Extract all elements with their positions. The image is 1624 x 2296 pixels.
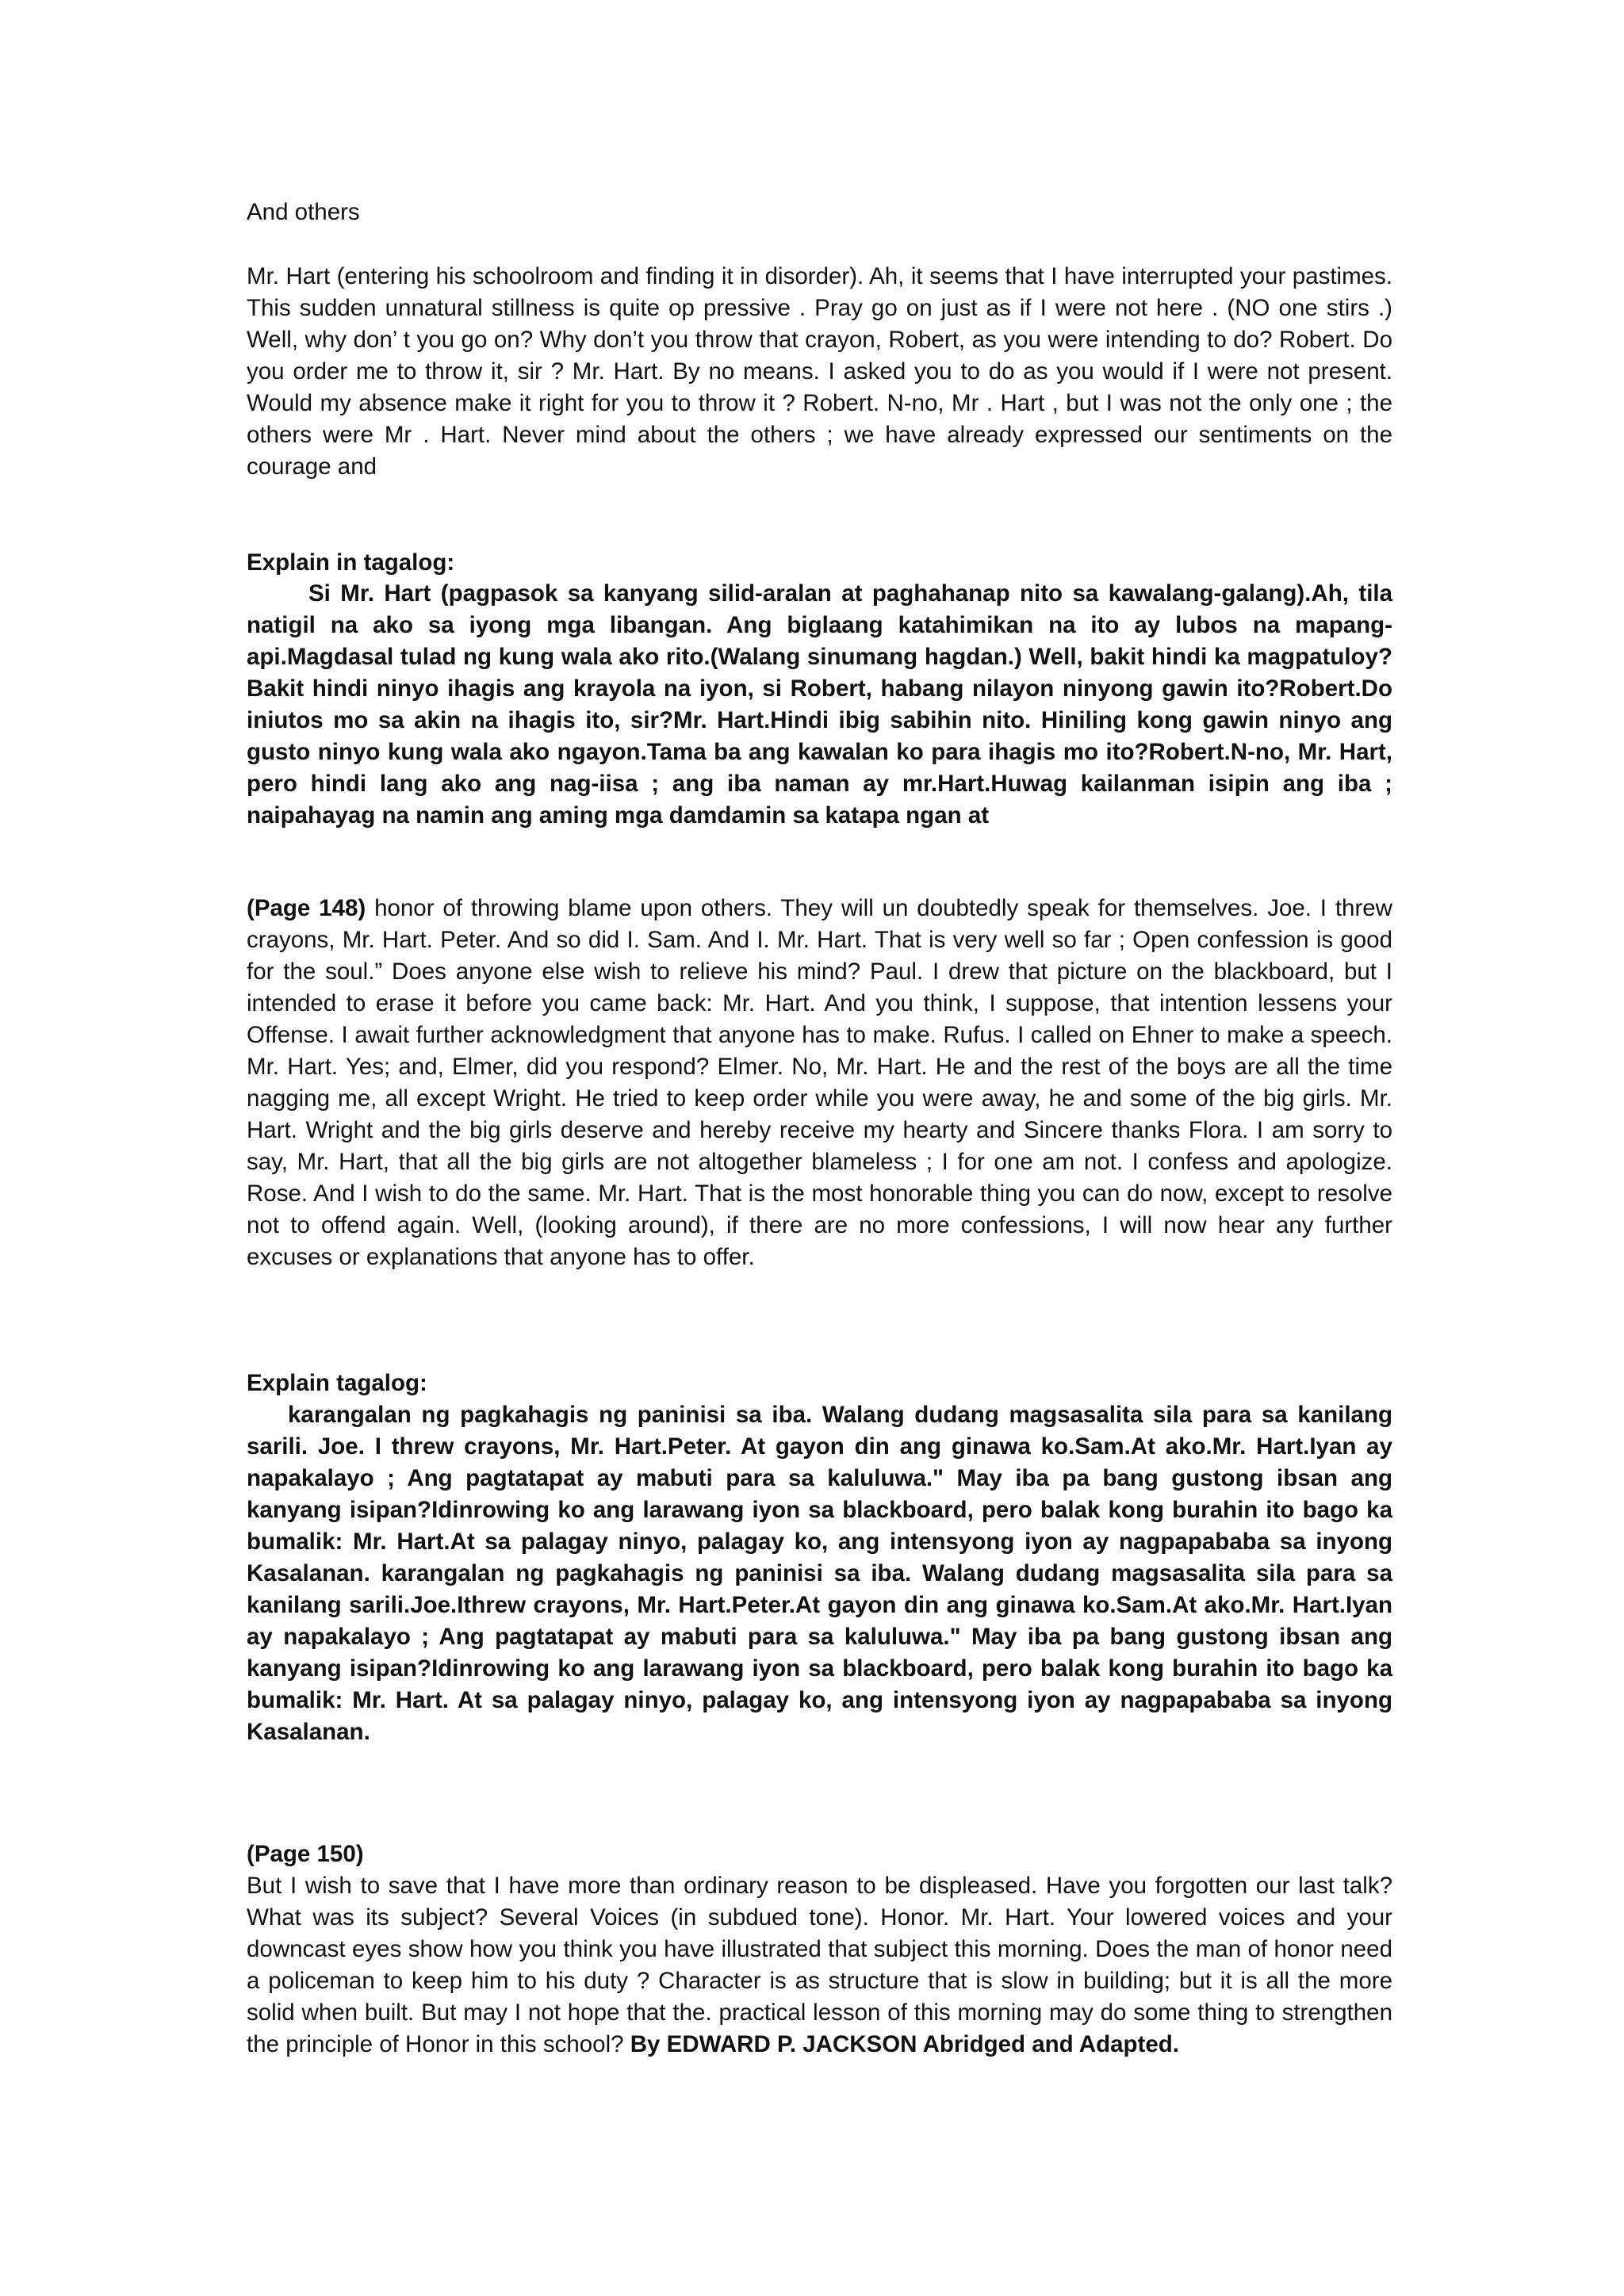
explain-heading-1: Explain in tagalog:: [247, 549, 455, 576]
dialogue-paragraph-2: [247, 893, 1392, 1273]
dialogue-paragraph-2-text: honor of throwing blame upon others. They will un doubtedly speak for themselves. Joe. I threw crayons, Mr. Hart. Peter. And so did I. Sam. And I. Mr. Hart. That is very well so far ; Open confession is good for the soul.” Does anyone else wish to relieve his mind? Paul. I drew that picture on the blackboard, but I intended to erase it before you came back: Mr. Hart. And you think, I suppose, that intention lessens your Offense. I await further acknowledgment that anyone has to make. Rufus. I called on Ehner to make a speech. Mr. Hart. Yes; and, Elmer, did you respond? Elmer. No, Mr. Hart. He and the rest of the boys are all the time nagging me, all except Wright. He tried to keep order while you were away, he and some of the big girls. Mr. Hart. Wright and the big girls deserve and hereby receive my hearty and Sincere thanks Flora. I am sorry to say, Mr. Hart, that all the big girls are not altogether blameless ; I for one am not. I confess and apologize. Rose. And I wish to do the same. Mr. Hart. That is the most honorable thing you can do now, except to resolve not to offend again. Well, (looking around), if there are no more confessions, I will now hear any further excuses or explanations that anyone has to offer.: [247, 895, 1392, 1270]
intro-heading: And others: [247, 199, 360, 225]
dialogue-paragraph-3: [247, 1870, 1392, 2061]
document-page: [247, 0, 1392, 2296]
tagalog-explanation-2: karangalan ng pagkahagis ng paninisi sa iba. Walang dudang magsasalita sila para sa kanilang sarili. Joe. I threw crayons, Mr. Hart.Peter. At gayon din ang ginawa ko.Sam.At ako.Mr. Hart.Iyan ay napakalayo ; Ang pagtatapat ay mabuti para sa kaluluwa." May iba pa bang gustong ibsan ang kanyang isipan?Idinrowing ko ang larawang iyon sa blackboard, pero balak kong burahin ito bago ka bumalik: Mr. Hart.At sa palagay ninyo, palagay ko, ang intensyong iyon ay nagpapababa sa inyong Kasalanan. karangalan ng pagkahagis ng paninisi sa iba. Walang dudang magsasalita sila para sa kanilang sarili.Joe.Ithrew crayons, Mr. Hart.Peter.At gayon din ang ginawa ko.Sam.At ako.Mr. Hart.Iyan ay napakalayo ; Ang pagtatapat ay mabuti para sa kaluluwa." May iba pa bang gustong ibsan ang kanyang isipan?Idinrowing ko ang larawang iyon sa blackboard, pero balak kong burahin ito bago ka bumalik: Mr. Hart. At sa palagay ninyo, palagay ko, ang intensyong iyon ay nagpapababa sa inyong Kasalanan.: [247, 1402, 1392, 1745]
dialogue-paragraph-1: Mr. Hart (entering his schoolroom and finding it in disorder). Ah, it seems that I have interrupted your pastimes. This sudden unnatural stillness is quite op pressive . Pray go on just as if I were not here . (NO one stirs .) Well, why don’ t you go on? Why don’t you throw that crayon, Robert, as you were intending to do? Robert. Do you order me to throw it, sir ? Mr. Hart. By no means. I asked you to do as you would if I were not present. Would my absence make it right for you to throw it ? Robert. N-no, Mr . Hart , but I was not the only one ; the others were Mr . Hart. Never mind about the others ; we have already expressed our sentiments on the courage and: [247, 263, 1392, 480]
explain-heading-2: Explain tagalog:: [247, 1370, 427, 1396]
dialogue-paragraph-3-text: But I wish to save that I have more than ordinary reason to be displeased. Have you forgotten our last talk? What was its subject? Several Voices (in subdued tone). Honor. Mr. Hart. Your lowered voices and your downcast eyes show how you think you have illustrated that subject this morning. Does the man of honor need a policeman to keep him to his duty ? Character is as structure that is slow in building; but it is all the more solid when built. But may I not hope that the. practical lesson of this morning may do some thing to strengthen the principle of Honor in this school?: [247, 1873, 1392, 2057]
page-label-150: (Page 150): [247, 1841, 364, 1867]
byline: By EDWARD P. JACKSON Abridged and Adapted.: [630, 2031, 1179, 2057]
page-label-148: (Page 148): [247, 895, 366, 921]
tagalog-explanation-1: Si Mr. Hart (pagpasok sa kanyang silid-aralan at paghahanap nito sa kawalang-galang).Ah, tila natigil na ako sa iyong mga libangan. Ang biglaang katahimikan na ito ay lubos na mapang-api.Magdasal tulad ng kung wala ako rito.(Walang sinumang hagdan.) Well, bakit hindi ka magpatuloy?Bakit hindi ninyo ihagis ang krayola na iyon, si Robert, habang nilayon ninyong gawin ito?Robert.Do iniutos mo sa akin na ihagis ito, sir?Mr. Hart.Hindi ibig sabihin nito. Hiniling kong gawin ninyo ang gusto ninyo kung wala ako ngayon.Tama ba ang kawalan ko para ihagis mo ito?Robert.N-no, Mr. Hart, pero hindi lang ako ang nag-iisa ; ang iba naman ay mr.Hart.Huwag kailanman isipin ang iba ; naipahayag na namin ang aming mga damdamin sa katapa ngan at: [247, 580, 1392, 828]
